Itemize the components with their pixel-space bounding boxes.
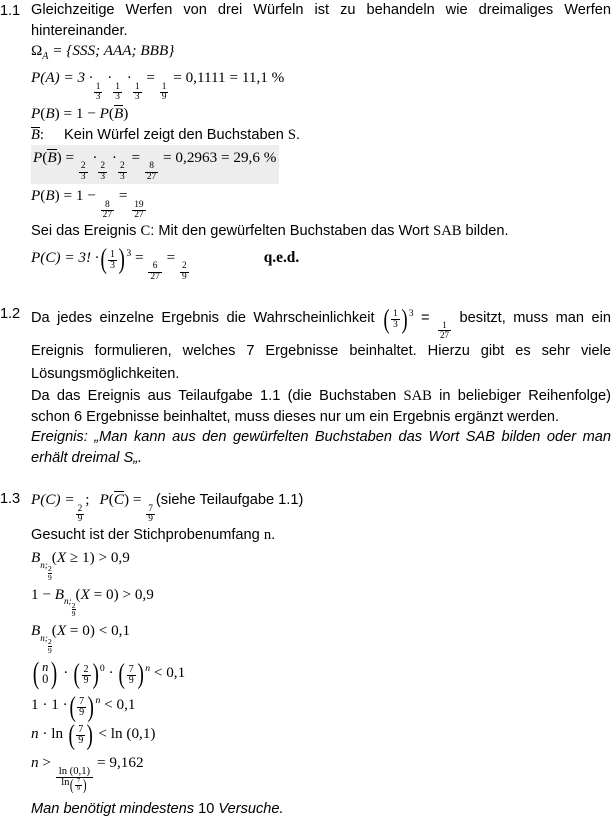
binomial-body-1: (X ≥ 1) > 0,9 xyxy=(51,549,130,567)
fraction-two-thirds-2: $\frac{2}{3}$ xyxy=(100,161,106,182)
fraction-two-thirds-3: $\frac{2}{3}$ xyxy=(119,161,125,182)
task-number-1-3: 1.3 xyxy=(0,491,20,508)
pc-note: (siehe Teilaufgabe 1.1) xyxy=(155,492,304,509)
para1-part-b: besitzt, muss man ein Ereignis formulieren, welches 7 Ergebnisse beinhaltet. Hierzu gibt es sehr viele Lösungsmöglichkeiten. xyxy=(31,309,611,383)
task-1-1 xyxy=(0,0,611,283)
para1-part-a: Da jedes einzelne Ergebnis die Wahrscheinlichkeit xyxy=(31,309,383,326)
gesucht-text: Gesucht ist der Stichprobenumfang xyxy=(31,527,264,544)
fraction-one-third-3: $\frac{1}{3}$ xyxy=(134,81,140,103)
n-result-value: = 9,162 xyxy=(97,753,144,771)
equation-p-a: P(A) = 3 · $\frac{1}{3}$ · $\frac{1}{3}$ · $\frac{1}{3}$ = $\frac{1}{9}$ = 0,1111 = 11,1 % xyxy=(31,69,285,103)
task-1-3 xyxy=(0,488,611,819)
fraction-one-third-1: $\frac{1}{3}$ xyxy=(95,81,101,103)
equation-binomial-1 xyxy=(31,545,611,582)
equation-p-c-lhs: P(C) = 3! · xyxy=(31,249,99,267)
gesucht-end: . xyxy=(271,527,276,544)
gesucht-line xyxy=(31,525,611,545)
conclusion-number: 10 xyxy=(198,801,215,818)
fraction-six-twentysevenths: $\frac{6}{27}$ xyxy=(150,261,160,283)
qed-label: q.e.d. xyxy=(263,249,300,267)
task-1-2-paragraph-1 xyxy=(31,303,611,386)
simplified-rhs: < 0,1 xyxy=(104,696,136,714)
p-a-decimal: 0,1111 xyxy=(185,69,226,87)
conclusion-line xyxy=(31,799,611,819)
para1-exponent: 3 xyxy=(408,308,414,319)
equation-p-b-complement: P(B) = 1 − P(B) xyxy=(31,104,129,122)
omega-symbol: Ω xyxy=(31,42,43,60)
task-1-2-ereignis xyxy=(31,427,611,468)
p-a-percent: 11,1 % xyxy=(241,69,285,87)
binomial-coefficient: ( n 0 ) xyxy=(32,656,58,691)
b-bar-overline-1: B xyxy=(113,104,124,122)
p-b-bar-decimal: 0,2963 xyxy=(175,148,218,166)
fraction-two-thirds-1: $\frac{2}{3}$ xyxy=(80,161,86,182)
task-1-1-intro: Gleichzeitige Werfen von drei Würfeln ist zu behandeln wie dreimaliges Werfen hintereinander. xyxy=(31,2,611,39)
fraction-seven-ninths-1: $\frac{7}{9}$ xyxy=(148,503,153,525)
b-bar-text: Kein Würfel zeigt den Buchstaben S. xyxy=(63,126,301,143)
exponent-zero: 0 xyxy=(99,662,105,674)
pc-separator: ; xyxy=(85,491,90,509)
task-number-1-1: 1.1 xyxy=(0,3,20,19)
task-1-2-paragraph-2 xyxy=(31,386,611,427)
pc-lhs: P(C) = xyxy=(31,491,75,509)
para2-part-a: Da das Ereignis aus Teilaufgabe 1.1 (die Buchstaben xyxy=(31,388,404,405)
exponent-n-1: n xyxy=(145,662,151,674)
ereignis-c-var: C xyxy=(140,223,151,239)
equation-p-c-and-complement: P(C) = $\frac{2}{9}$ ; P(C) = $\frac{7}{9}$ (siehe Teilaufgabe 1.1) xyxy=(31,491,304,525)
equation-binomial-2: 1 − Bn; $\frac{2}{9}$ (X = 0) > 0,9 xyxy=(31,585,154,619)
task-body-1-1 xyxy=(31,0,611,283)
conclusion-part-a: Man benötigt mindestens xyxy=(31,801,199,818)
equation-binomial-expanded: ( n 0 ) · ( $\frac{2}{9}$ ) $^0$ · ( $\frac{7}{9}$ ) $^n$ < 0,1 xyxy=(32,656,186,691)
ereignis-c-end: bilden. xyxy=(461,223,509,239)
binomial-body-3: (X = 0) < 0,1 xyxy=(51,622,131,640)
equation-p-a-lhs: P(A) = 3 · xyxy=(31,69,93,87)
equation-p-b-result: P(B) = 1 − $\frac{8}{27}$ = $\frac{19}{27}$ xyxy=(31,187,144,221)
p-b-bar-percent: 29,6 % xyxy=(233,148,277,166)
binomial-body-2: (X = 0) > 0,9 xyxy=(75,585,154,603)
paren-fraction-seven-ninths: ( $\frac{7}{9}$ ) xyxy=(118,659,144,691)
b-bar-definition: B: Kein Würfel zeigt den Buchstaben S. xyxy=(31,126,301,143)
fraction-one-third-2: $\frac{1}{3}$ xyxy=(115,81,120,103)
paren-fraction-seven-ninths-2: ( $\frac{7}{9}$ ) xyxy=(69,691,94,723)
equation-logarithm: n · ln ( $\frac{7}{9}$ ) < ln (0,1) xyxy=(31,719,156,751)
exponent-n-2: n xyxy=(95,695,101,707)
section-gap-1 xyxy=(0,283,611,303)
conclusion-part-b: Versuche. xyxy=(214,801,284,818)
ereignis-c-word: SAB xyxy=(433,223,462,239)
binomial-subscript-1: n; $\frac{2}{9}$ xyxy=(40,559,52,582)
para2-part-b: in beliebiger Reihenfolge) schon 6 Ergebnisse beinhaltet, muss dieses nur um ein Ergebnis ergänzt werden. xyxy=(31,388,611,425)
fraction-nineteen-twentysevenths: $\frac{19}{27}$ xyxy=(134,199,144,221)
fraction-log-quotient xyxy=(56,767,93,793)
equation-n-result: n > ln (0,1) ln ( $\frac{7}{9}$ ) = 9,162 xyxy=(31,753,144,794)
binomial-expanded-rhs: < 0,1 xyxy=(153,663,186,681)
fraction-eight-twentysevenths: $\frac{8}{27}$ xyxy=(146,161,157,182)
log-numerator: ln (0,1) xyxy=(56,767,93,779)
para2-word-sab: SAB xyxy=(403,388,432,405)
equation-p-c: P(C) = 3! · ( $\frac{1}{3}$ ) $^3$ = $\frac{6}{27}$ = $\frac{2}{9}$ q.e.d. xyxy=(31,244,300,283)
binomial-subscript-2: n; $\frac{2}{9}$ xyxy=(64,596,76,619)
b-bar-overline-3: B xyxy=(47,148,57,166)
equation-simplified xyxy=(31,687,611,723)
simplified-lhs: 1 · 1 · xyxy=(31,696,68,714)
fraction-two-ninths-2: $\frac{2}{9}$ xyxy=(77,503,83,525)
task-body-1-2 xyxy=(31,303,611,469)
binomial-b-1: B xyxy=(31,549,41,567)
ereignis-c-prefix: Sei das Ereignis xyxy=(31,223,141,239)
equation-p-b-bar-highlighted xyxy=(31,145,611,185)
logarithm-rhs: < ln (0,1) xyxy=(98,724,156,742)
equation-binomial-3 xyxy=(31,618,611,655)
binomial-subscript-3: n; $\frac{2}{9}$ xyxy=(40,632,52,656)
highlight-band: P(B) = $\frac{2}{3}$ · $\frac{2}{3}$ · $\frac{2}{3}$ = $\frac{8}{27}$ = 0,2963 = 29,6 % xyxy=(31,145,279,185)
paren-fraction-one-third-2: ( $\frac{1}{3}$ ) xyxy=(383,303,408,334)
ereignis-label: Ereignis: xyxy=(31,429,88,446)
fraction-one-ninth: $\frac{1}{9}$ xyxy=(161,81,167,103)
b-bar-overline-2: B xyxy=(31,126,40,143)
para1-equals: = xyxy=(413,309,438,326)
task-number-1-2: 1.2 xyxy=(0,305,20,322)
fraction-two-ninths: $\frac{2}{9}$ xyxy=(182,261,187,283)
ereignis-c-suffix: : Mit den gewürfelten Buchstaben das Wort xyxy=(150,223,434,239)
omega-value: = {SSS; AAA; BBB} xyxy=(52,42,175,60)
paren-fraction-two-ninths: ( $\frac{2}{9}$ ) xyxy=(73,659,99,691)
task-1-2 xyxy=(0,303,611,469)
paren-fraction-one-third: ( $\frac{1}{3}$ ) xyxy=(100,244,125,276)
gesucht-var: n xyxy=(263,527,272,544)
equation-omega-a xyxy=(31,41,611,67)
omega-subscript: A xyxy=(42,51,49,63)
log-denominator: ln ( $\frac{7}{9}$ ) xyxy=(61,776,87,794)
p-c-exponent: 3 xyxy=(126,248,132,259)
ereignis-c-definition xyxy=(31,221,611,241)
section-gap-2 xyxy=(0,468,611,488)
fraction-eight-twentysevenths-2: $\frac{8}{27}$ xyxy=(102,199,113,221)
c-bar-overline: C xyxy=(113,491,124,509)
fraction-one-twentyseventh: $\frac{1}{27}$ xyxy=(440,319,450,340)
binomial-b-3: B xyxy=(31,622,41,640)
ereignis-text: „Man kann aus den gewürfelten Buchstaben das Wort SAB bilden oder man erhält dreimal S„. xyxy=(31,429,611,466)
task-body-1-3 xyxy=(31,488,611,819)
paren-fraction-seven-ninths-3: ( $\frac{7}{9}$ ) xyxy=(68,719,94,751)
